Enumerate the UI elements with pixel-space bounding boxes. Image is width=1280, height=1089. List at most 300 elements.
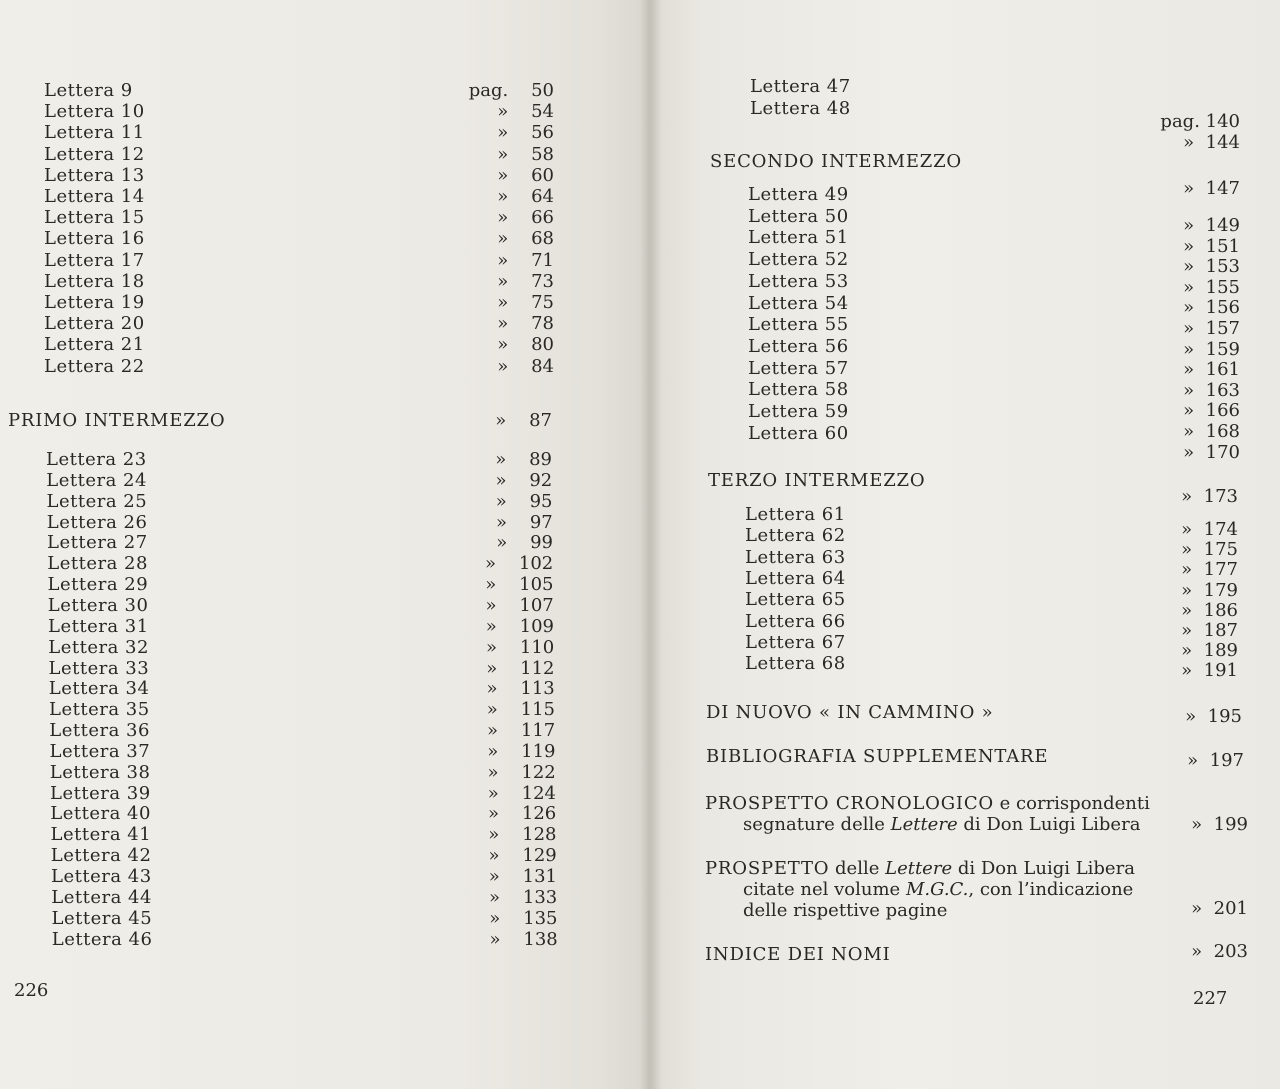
ditto-mark: »	[1183, 178, 1195, 199]
ditto-mark: »	[497, 101, 509, 123]
ditto-mark: »	[1183, 276, 1195, 298]
entry-label: Lettera 25	[46, 490, 148, 512]
entry-page-ref	[487, 741, 555, 763]
entry-page-ref	[497, 144, 554, 166]
entry-page-ref	[497, 292, 554, 314]
ditto-mark: »	[497, 334, 509, 356]
ditto-mark: »	[1181, 486, 1193, 507]
section-title-bibliografia: BIBLIOGRAFIA SUPPLEMENTARE	[706, 746, 1049, 767]
entry-label: Lettera 60	[748, 422, 849, 444]
page-number: 110	[519, 636, 555, 658]
toc-page-ref	[1170, 421, 1240, 443]
entry-page-ref	[497, 356, 554, 378]
entry-label: Lettera 48	[750, 98, 851, 119]
entry-page-ref	[1183, 318, 1240, 340]
entry-page-ref	[1181, 640, 1238, 662]
entry-label: Lettera 13	[44, 164, 145, 186]
prospetto-lettere-line-3: delle rispettive pagine	[743, 900, 948, 921]
ditto-mark: »	[1181, 519, 1193, 540]
entry-label: Lettera 65	[745, 589, 846, 611]
entry-label: Lettera 34	[48, 678, 150, 700]
entry-page-ref	[497, 250, 554, 272]
page-number: 54	[531, 101, 554, 123]
entry-label: Lettera 16	[44, 228, 145, 250]
entry-label: Lettera 9	[44, 80, 133, 101]
entry-label: Lettera 46	[51, 928, 153, 950]
ditto-mark: »	[488, 886, 500, 908]
toc-row-label	[748, 227, 948, 249]
entry-page-ref	[497, 122, 554, 144]
page-number: 177	[1203, 559, 1238, 581]
ditto-mark: »	[497, 143, 509, 165]
toc-row	[49, 658, 555, 680]
toc-row-label	[748, 358, 948, 380]
entry-label: Lettera 64	[745, 567, 846, 589]
page-number: 170	[1205, 441, 1240, 463]
entry-page-ref	[486, 616, 554, 638]
toc-row-label	[748, 184, 948, 206]
ditto-mark: »	[484, 553, 496, 575]
entry-label: Lettera 42	[50, 845, 152, 867]
entry-page-ref	[496, 512, 553, 534]
entry-page-ref	[488, 803, 556, 825]
entry-page-ref	[485, 574, 553, 596]
entry-page-ref	[488, 783, 556, 805]
page-number: 179	[1203, 579, 1238, 601]
page-number: 195	[1207, 706, 1242, 727]
toc-page-ref	[1170, 256, 1240, 278]
toc-row-label	[745, 632, 945, 654]
ditto-mark: »	[497, 122, 509, 144]
page-number: 151	[1205, 235, 1240, 257]
ditto-mark: »	[485, 594, 497, 616]
toc-row	[51, 845, 557, 867]
page-number: 66	[531, 207, 554, 229]
ditto-mark: »	[1183, 338, 1195, 360]
page-number: 157	[1205, 318, 1240, 339]
page-number: 189	[1203, 640, 1238, 662]
toc-page-ref	[1170, 600, 1238, 622]
toc-row	[49, 699, 555, 721]
entry-label: Lettera 58	[748, 379, 849, 401]
entry-page-ref	[497, 101, 554, 123]
right-folio: 227	[1193, 988, 1228, 1009]
entry-label: Lettera 11	[44, 122, 145, 144]
page-number: 138	[523, 928, 558, 950]
entry-page-ref	[1181, 660, 1238, 682]
ditto-mark: »	[1183, 421, 1195, 442]
entry-label: Lettera 19	[44, 292, 145, 313]
entry-label: Lettera 32	[48, 636, 149, 658]
ditto-mark: »	[497, 228, 509, 250]
section-page-prospetto-cronologico	[1158, 814, 1248, 836]
toc-row	[47, 512, 553, 534]
entry-page-ref	[1181, 559, 1238, 581]
ditto-mark: »	[488, 845, 500, 867]
entry-page-ref	[1183, 215, 1240, 237]
toc-row-label	[748, 401, 948, 423]
entry-page-ref	[488, 845, 556, 867]
toc-row	[50, 783, 556, 805]
section-page-secondo-intermezzo	[1170, 178, 1240, 200]
entry-page-ref	[1183, 380, 1240, 402]
ditto-mark: »	[497, 313, 509, 335]
left-folio: 226	[14, 980, 49, 1001]
entry-page-ref	[489, 887, 557, 909]
toc-page-ref	[1170, 620, 1238, 642]
prospetto-cronologico-line-1: PROSPETTO CRONOLOGICO e corrispondenti	[705, 793, 1150, 814]
entry-label: Lettera 36	[49, 720, 150, 742]
entry-label: Lettera 15	[44, 207, 145, 229]
toc-row	[46, 470, 552, 492]
page-number: 135	[523, 907, 558, 929]
toc-page-ref	[1170, 339, 1240, 361]
entry-page-ref	[1181, 620, 1238, 642]
toc-row-label	[745, 611, 945, 633]
entry-label: Lettera 38	[49, 761, 151, 783]
page-number: 133	[522, 886, 558, 908]
toc-row	[44, 292, 554, 314]
entry-page-ref	[497, 228, 554, 250]
prospetto-cronologico-line-2: segnature delle Lettere di Don Luigi Libera	[743, 814, 1141, 835]
entry-label: Lettera 29	[47, 574, 149, 596]
section-page-bibliografia	[1160, 750, 1244, 772]
page-number: 75	[531, 292, 554, 313]
ditto-mark: »	[486, 699, 498, 721]
toc-page-ref	[1170, 318, 1240, 340]
page-number: 131	[522, 866, 557, 887]
toc-row-label	[745, 525, 945, 547]
ditto-mark: »	[1183, 400, 1195, 422]
page-number: 109	[519, 615, 554, 637]
entry-label: Lettera 30	[47, 594, 149, 616]
toc-row	[44, 122, 554, 144]
entry-page-ref	[1183, 297, 1240, 319]
page-number: 87	[529, 410, 552, 431]
page-number: 199	[1213, 814, 1248, 835]
entry-label: Lettera 27	[47, 532, 148, 554]
page-number: 102	[518, 553, 554, 575]
ditto-mark: »	[495, 511, 507, 533]
ditto-mark: »	[486, 720, 498, 742]
toc-page-ref	[1170, 640, 1238, 662]
toc-page-ref	[1170, 215, 1240, 237]
page-number: 117	[520, 720, 556, 742]
book-gutter	[640, 0, 662, 1089]
entry-page-ref	[497, 207, 554, 229]
ditto-mark: »	[489, 928, 501, 950]
page-number: 50	[531, 80, 554, 101]
page-number: 122	[521, 761, 556, 783]
page-number: 191	[1203, 660, 1238, 682]
entry-page-ref	[485, 595, 553, 617]
entry-page-ref	[486, 637, 554, 659]
entry-label: Lettera 24	[46, 469, 147, 491]
ditto-mark: »	[487, 803, 499, 825]
page-number: 201	[1213, 898, 1248, 919]
toc-row	[50, 762, 556, 784]
ditto-mark: »	[487, 740, 499, 762]
toc-page-ref	[1170, 559, 1238, 581]
prospetto-lettere-line-2: citate nel volume M.G.C., con l’indicazione	[743, 879, 1134, 900]
ditto-mark: »	[1185, 706, 1197, 727]
page-number: 149	[1205, 215, 1240, 236]
ditto-mark: »	[1181, 559, 1193, 581]
ditto-mark: »	[1183, 379, 1195, 401]
entry-page-ref	[497, 334, 554, 356]
toc-row	[49, 678, 555, 700]
ditto-mark: »	[488, 866, 500, 887]
ditto-mark: »	[489, 907, 501, 929]
page-number: 107	[519, 594, 554, 616]
section-page-di-nuovo	[1160, 706, 1242, 728]
entry-label: Lettera 50	[748, 205, 849, 227]
ditto-mark: »	[1187, 750, 1199, 771]
entry-label: Lettera 66	[745, 610, 846, 632]
section-page-indice	[1158, 941, 1248, 963]
entry-page-ref	[487, 699, 555, 721]
entry-page-ref	[489, 908, 557, 930]
page-number: 80	[531, 334, 554, 356]
toc-row	[44, 186, 554, 208]
toc-row	[51, 887, 557, 909]
page-number: 89	[529, 449, 552, 470]
entry-page-ref	[1181, 519, 1238, 541]
entry-label: Lettera 41	[50, 824, 152, 846]
entry-label: Lettera 45	[51, 907, 153, 929]
entry-label: Lettera 31	[48, 615, 149, 637]
toc-page-ref	[1170, 539, 1238, 561]
page-number: 168	[1205, 421, 1240, 442]
section-title-indice: INDICE DEI NOMI	[705, 944, 891, 965]
toc-row-label	[745, 504, 945, 526]
ditto-mark: »	[486, 678, 498, 700]
section-page-prospetto-lettere	[1158, 898, 1248, 920]
toc-row-label	[748, 379, 948, 401]
ditto-mark: »	[1183, 132, 1195, 153]
toc-row-label	[748, 423, 948, 445]
section-page-primo-intermezzo	[488, 410, 552, 432]
ditto-mark: »	[495, 410, 507, 431]
entry-page-ref	[1183, 339, 1240, 361]
ditto-mark: »	[1191, 814, 1203, 835]
page-number: 84	[531, 355, 554, 377]
page-number: 144	[1205, 132, 1240, 153]
page-number: 56	[531, 122, 554, 144]
entry-page-ref	[1183, 277, 1240, 299]
entry-page-ref	[1183, 256, 1240, 278]
entry-label: Lettera 49	[748, 184, 849, 205]
toc-row	[52, 929, 558, 951]
toc-row-label	[748, 271, 948, 293]
entry-label: Lettera 55	[748, 314, 849, 336]
ditto-mark: »	[1181, 599, 1193, 621]
ditto-mark: »	[495, 449, 507, 470]
page-number: 186	[1203, 599, 1238, 621]
ditto-mark: »	[1183, 441, 1195, 463]
entry-label: Lettera 54	[748, 292, 849, 314]
toc-page-ref	[1170, 442, 1240, 464]
ditto-mark: »	[1191, 941, 1203, 962]
toc-row	[44, 250, 554, 272]
entry-label: Lettera 26	[46, 511, 148, 533]
entry-label: Lettera 28	[47, 553, 148, 575]
entry-label: Lettera 39	[50, 782, 151, 804]
toc-row	[52, 908, 558, 930]
page-number: 119	[521, 740, 556, 762]
page-number: 173	[1203, 486, 1238, 507]
page-number: 156	[1205, 297, 1240, 319]
page-number: 60	[531, 164, 554, 186]
entry-page-ref	[1183, 236, 1240, 258]
entry-page-ref	[1183, 421, 1240, 443]
ditto-mark: »	[1183, 215, 1195, 236]
toc-row-label	[745, 589, 945, 611]
entry-page-ref	[487, 720, 555, 742]
page-number: 155	[1205, 276, 1240, 298]
ditto-mark: »	[1191, 898, 1203, 919]
toc-row	[44, 228, 554, 250]
ditto-mark: »	[1183, 235, 1195, 257]
page-number: 147	[1205, 178, 1240, 199]
toc-row-label	[748, 206, 948, 228]
entry-label: Lettera 22	[44, 355, 145, 377]
entry-label: Lettera 56	[748, 335, 849, 357]
entry-label: Lettera 35	[49, 699, 150, 721]
entry-label: Lettera 61	[745, 504, 846, 525]
entry-label: Lettera 23	[46, 449, 147, 470]
toc-page-ref	[1170, 380, 1240, 402]
page-number: 187	[1203, 620, 1238, 641]
section-title-di-nuovo: DI NUOVO « IN CAMMINO »	[706, 702, 994, 723]
ditto-mark: »	[497, 355, 509, 377]
toc-row-label	[745, 568, 945, 590]
toc-row	[48, 595, 554, 617]
ditto-mark: »	[495, 469, 507, 491]
ditto-mark: »	[1181, 579, 1193, 601]
entry-label: Lettera 63	[745, 546, 846, 568]
page-number: 161	[1205, 359, 1240, 381]
toc-row-label	[750, 98, 950, 120]
toc-page-ref	[1170, 236, 1240, 258]
toc-row	[44, 313, 554, 335]
entry-page-ref	[489, 866, 557, 888]
toc-row	[50, 741, 556, 763]
page-number: 197	[1209, 750, 1244, 771]
toc-page-ref	[1170, 660, 1238, 682]
entry-page-ref	[1181, 539, 1238, 561]
ditto-mark: »	[497, 292, 509, 313]
entry-page-ref	[486, 678, 554, 700]
ditto-mark: »	[1181, 539, 1193, 561]
ditto-mark: »	[497, 270, 509, 292]
entry-label: Lettera 62	[745, 525, 846, 547]
entry-label: Lettera 20	[44, 313, 145, 335]
page-number: 166	[1205, 400, 1240, 422]
page-number: 163	[1205, 379, 1240, 401]
toc-row	[50, 803, 556, 825]
prospetto-lettere-line-1: PROSPETTO delle Lettere di Don Luigi Libera	[705, 858, 1135, 879]
entry-page-ref	[496, 491, 553, 513]
entry-prospetto-cronologico	[705, 793, 1150, 835]
ditto-mark: »	[1181, 640, 1193, 662]
toc-page-ref	[1170, 580, 1238, 602]
entry-label: Lettera 57	[748, 357, 849, 379]
entry-label: Lettera 10	[44, 101, 145, 123]
toc-row	[44, 334, 554, 356]
toc-row-label	[748, 314, 948, 336]
ditto-mark: »	[497, 164, 509, 186]
page-number: 71	[531, 249, 554, 271]
ditto-mark: »	[486, 657, 498, 679]
entry-page-ref	[495, 449, 552, 471]
page-number: 203	[1213, 941, 1248, 962]
page-number: 105	[519, 574, 554, 596]
entry-label: Lettera 68	[745, 653, 846, 675]
ditto-mark: »	[496, 532, 508, 554]
page-header-pag: pag. 140	[1160, 111, 1240, 132]
entry-label: Lettera 47	[750, 76, 851, 97]
toc-row	[48, 637, 554, 659]
page-number: 159	[1205, 338, 1240, 360]
toc-row	[46, 449, 552, 471]
entry-label: Lettera 67	[745, 631, 846, 653]
entry-label: Lettera 12	[44, 143, 145, 165]
toc-row	[44, 207, 554, 229]
entry-page-ref	[1181, 580, 1238, 602]
entry-label: Lettera 21	[44, 334, 145, 356]
entry-page-ref	[497, 165, 554, 187]
page-number: 58	[531, 143, 554, 165]
entry-page-ref	[1181, 600, 1238, 622]
toc-row	[47, 491, 553, 513]
ditto-mark: »	[1183, 318, 1195, 339]
section-title-secondo-intermezzo: SECONDO INTERMEZZO	[710, 151, 962, 172]
toc-row	[44, 144, 554, 166]
entry-page-ref	[497, 271, 554, 293]
toc-page-ref	[1170, 400, 1240, 422]
toc-row-label	[748, 249, 948, 271]
page-number: 95	[529, 490, 553, 512]
entry-page-ref	[497, 313, 554, 335]
ditto-mark: »	[485, 574, 497, 596]
toc-row	[48, 574, 554, 596]
toc-row-label	[748, 293, 948, 315]
page-number: 99	[530, 532, 553, 554]
toc-row	[51, 824, 557, 846]
entry-label: Lettera 53	[748, 270, 849, 292]
entry-label: Lettera 37	[49, 740, 151, 762]
entry-label: Lettera 33	[48, 657, 150, 679]
section-page-terzo-intermezzo	[1170, 486, 1238, 508]
toc-row-label	[750, 76, 950, 98]
right-page	[650, 0, 1280, 1089]
page-number: 174	[1203, 519, 1238, 540]
entry-prospetto-lettere	[705, 858, 1135, 921]
pag-label: pag.	[468, 80, 509, 101]
page-number: 78	[531, 313, 554, 335]
toc-row	[47, 553, 553, 575]
page-number: 129	[522, 845, 557, 867]
page-number: 68	[531, 228, 554, 250]
page-number: 128	[522, 824, 557, 846]
toc-row	[44, 271, 554, 293]
entry-label: Lettera 18	[44, 270, 145, 292]
entry-page-ref	[495, 470, 552, 492]
toc-row	[44, 165, 554, 187]
page-number: 115	[520, 699, 555, 721]
toc-row-label	[748, 336, 948, 358]
